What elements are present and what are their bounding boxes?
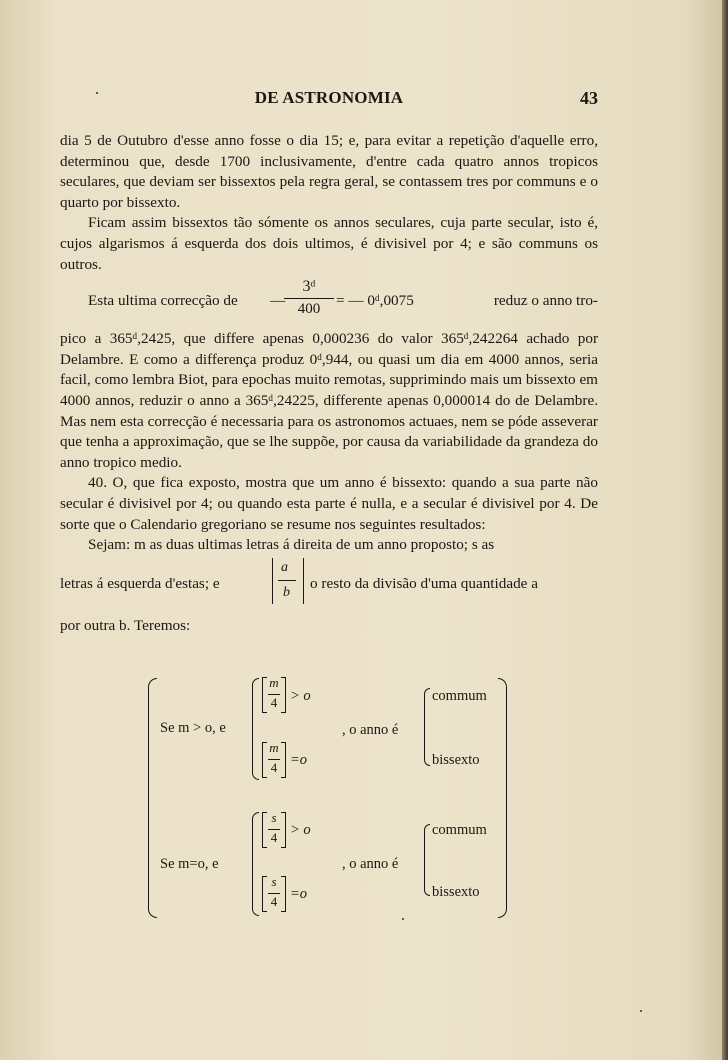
case-1-top-num: m — [269, 675, 279, 690]
paper-speck — [640, 1010, 642, 1012]
case-2-top-bracket — [262, 812, 286, 848]
case-2-result-bottom: bissexto — [432, 884, 480, 900]
paragraph-5: Sejam: m as duas ultimas letras á direita de um anno proposto; s as — [88, 536, 495, 554]
fraction-denominator: 400 — [297, 301, 321, 318]
case-2-result-top: commum — [432, 822, 487, 838]
case-1-bottom-relation: =o — [290, 752, 308, 768]
outer-right-brace — [498, 678, 507, 918]
case-1-result-top: commum — [432, 688, 487, 704]
paper-speck — [402, 918, 404, 920]
remainder-lead: letras á esquerda d'estas; e — [60, 574, 220, 592]
paragraph-3: pico a 365ᵈ,2425, que differe apenas 0,000236 do valor 365ᵈ,242264 achado por Delambre. E como a differença produz 0ᵈ,944, ou quasi um dia em 4000 annos, seria facil, como lembra Biot, para epochas muito remotas, supprimindo mais um bissexto em 4000 annos, reduzir o anno a 365ᵈ,24225, differente apenas 0,000014 do de Delambre. Mas nem esta correcção é necessaria para os astronomos actuaes, nem se póde asseverar que tenha a approximação, que se lhe suppõe, por causa da variabilidade da grandeza do anno tropico medio. — [60, 330, 598, 471]
case-2-condition: Se m=o, e — [160, 856, 219, 872]
correction-equation — [60, 277, 598, 323]
case-2-bottom-bracket — [262, 876, 286, 912]
calendar-formula — [60, 672, 600, 922]
case-1-bottom-bracket — [262, 742, 286, 778]
paragraph-1: dia 5 de Outubro d'esse anno fosse o dia 15; e, para evitar a repetição d'aquelle erro, determinou que, desde 1700 inclusivamente, d'entre cada quatro annos tropicos seculares, que deviam ser bissextos pela regra geral, se contassem tres por communs e o quarto por bissexto. — [60, 132, 598, 211]
case-2-bottom-den: 4 — [270, 894, 278, 909]
page-title: DE ASTRONOMIA — [254, 88, 404, 107]
case-1-result-brace — [424, 688, 430, 766]
paper-speck — [96, 92, 98, 94]
fraction-numerator: 3ᵈ — [302, 278, 316, 296]
case-2-result-brace — [424, 824, 430, 896]
equation-lead: Esta ultima correcção de — [88, 292, 238, 310]
case-1-top-relation: > o — [290, 688, 311, 704]
remainder-fraction-bar — [278, 580, 296, 581]
case-2-inner-brace — [252, 812, 259, 916]
paragraph-2: Ficam assim bissextos tão sómente os annos seculares, cuja parte secular, isto é, cujos algarismos á esquerda dos dois ultimos, é divisivel por 4; e são communs os outros. — [60, 214, 598, 273]
running-header — [60, 88, 598, 114]
case-2-top-relation: > o — [290, 822, 311, 838]
case-2-result-phrase: , o anno é — [342, 856, 399, 872]
equation-tail: reduz o anno tro- — [493, 292, 598, 310]
case-2-top-den: 4 — [270, 830, 278, 845]
page-number: 43 — [580, 88, 598, 108]
case-1-top-bracket — [262, 677, 286, 713]
equation-dash: — — [270, 292, 286, 310]
paragraph-teremos: por outra b. Teremos: — [60, 616, 191, 634]
case-1-bottom-num: m — [269, 740, 279, 755]
case-2-bottom-num: s — [271, 874, 277, 889]
case-1-result-bottom: bissexto — [432, 752, 480, 768]
body-text — [60, 131, 598, 636]
equation-result: = — 0ᵈ,0075 — [336, 292, 414, 310]
remainder-trail: o resto da divisão d'uma quantidade a — [310, 574, 538, 592]
case-2-top-num: s — [271, 810, 277, 825]
remainder-definition — [60, 558, 598, 610]
remainder-numerator: a — [281, 559, 288, 575]
outer-left-brace — [148, 678, 157, 918]
paragraph-4: 40. O, que fica exposto, mostra que um anno é bissexto: quando a sua parte não secular é divisivel por 4; ou quando esta parte é nulla, e a secular é divisivel por 4. De sorte que o Calendario gregoriano se resume nos seguintes resultados: — [60, 474, 598, 533]
remainder-denominator: b — [283, 584, 290, 600]
case-1-condition: Se m > o, e — [160, 720, 226, 736]
equation-fraction — [284, 277, 334, 320]
case-2-bottom-relation: =o — [290, 886, 308, 902]
case-1-inner-brace — [252, 678, 259, 780]
case-1-bottom-den: 4 — [270, 760, 278, 775]
case-1-top-den: 4 — [270, 695, 278, 710]
case-1-result-phrase: , o anno é — [342, 722, 399, 738]
page-edge — [722, 0, 728, 1060]
